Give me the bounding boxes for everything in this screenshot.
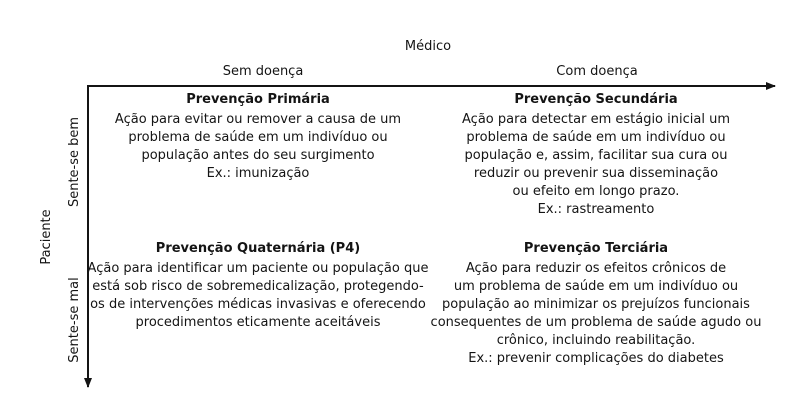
quadrant-quaternary-line: Ação para identificar um paciente ou população que (87, 261, 429, 276)
quadrant-secondary-line: reduzir ou prevenir sua disseminação (473, 166, 719, 181)
quadrant-quaternary-line: está sob risco de sobremedicalização, protegendo- (92, 279, 424, 294)
axis-label-sente-se-mal: Sente-se mal (67, 277, 82, 363)
axis-label-sente-se-bem: Sente-se bem (67, 116, 82, 208)
quadrant-secondary-line: problema de saúde em um indivíduo ou (466, 130, 726, 145)
quadrant-primary-line: Ação para evitar ou remover a causa de um (114, 112, 402, 127)
quadrant-quaternary-line: procedimentos eticamente aceitáveis (135, 315, 381, 330)
axis-title-medico: Médico (404, 39, 452, 54)
quadrant-primary (115, 91, 401, 183)
quadrant-tertiary-line: consequentes de um problema de saúde agudo ou (430, 315, 762, 330)
quadrant-secondary-line: ou efeito em longo prazo. (512, 184, 680, 199)
quadrant-tertiary-line: população ao minimizar os prejuízos funcionais (442, 297, 750, 312)
quadrant-secondary (462, 91, 730, 219)
quadrant-tertiary (431, 240, 762, 368)
quadrant-primary-title: Prevenção Primária (186, 92, 330, 107)
quadrant-quaternary (88, 240, 429, 332)
quadrant-secondary-line: Ex.: rastreamento (537, 202, 655, 217)
axis-title-paciente: Paciente (39, 209, 54, 265)
axis-label-com-doenca: Com doença (556, 64, 638, 79)
quadrant-quaternary-title: Prevenção Quaternária (P4) (155, 241, 361, 256)
quadrant-primary-line: população antes do seu surgimento (141, 148, 375, 163)
axis-label-sem-doenca: Sem doença (222, 64, 304, 79)
quadrant-secondary-line: população e, assim, facilitar sua cura ou (464, 148, 728, 163)
quadrant-secondary-title: Prevenção Secundária (514, 92, 678, 107)
quadrant-tertiary-line: Ex.: prevenir complicações do diabetes (468, 351, 724, 366)
quadrant-tertiary-line: Ação para reduzir os efeitos crônicos de (465, 261, 727, 276)
quadrant-tertiary-line: crônico, incluindo reabilitação. (496, 333, 696, 348)
quadrant-quaternary-line: os de intervenções médicas invasivas e oferecendo (90, 297, 426, 312)
quadrant-secondary-line: Ação para detectar em estágio inicial um (462, 112, 730, 127)
quadrant-primary-line: problema de saúde em um indivíduo ou (128, 130, 388, 145)
quadrant-tertiary-line: um problema de saúde em um indivíduo ou (453, 279, 739, 294)
quadrant-tertiary-title: Prevenção Terciária (523, 241, 669, 256)
quadrant-primary-line: Ex.: imunização (206, 166, 310, 181)
